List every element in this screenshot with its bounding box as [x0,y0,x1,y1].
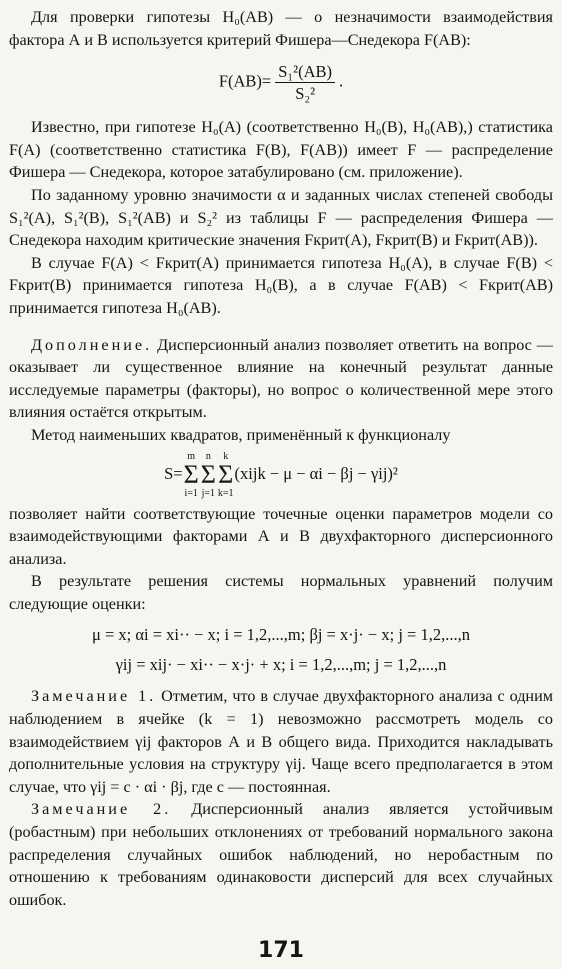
formula-estimates-main-effects: μ = x; αi = xi·· − x; i = 1,2,...,m; βj = x·j· − x; j = 1,2,...,n [92,625,470,645]
addition-text: Дисперсионный анализ позволяет ответить на вопрос — оказывает ли существенное влияние на конечный результат данные исследуемые параметры (факторы), но вопрос о количественной мере этого влияния остаётся открытым. [9,335,553,422]
formula-fisher-ab [9,61,553,104]
functional-body: (xijk − μ − αi − βj − γij)² [234,463,398,483]
paragraph-least-squares: Метод наименьших квадратов, применённый к функционалу [31,425,451,444]
formula-denominator: S₂² [295,84,316,104]
functional-lhs: S= [164,463,183,483]
formula-functional [9,451,553,499]
sum-over-k: k Σ k=1 [217,450,234,499]
paragraph-remark-2 [9,798,553,911]
paragraph-decision-rule: В случае F(A) < Fкрит(A) принимается гипотеза H₀(A), в случае F(B) < Fкрит(B) принимается гипотеза H₀(B), а в случае F(AB) < Fкрит(AB) принимается гипотеза H₀(AB). [9,253,553,317]
formula-fisher-ab-tail: . [339,71,344,91]
paragraph-normal-equations: В результате решения системы нормальных уравнений получим следующие оценки: [9,572,553,613]
paragraph-hypothesis-ab: Для проверки гипотезы H₀(AB) — о незначимости взаимодействия фактора А и В используется критерий Фишера—Снедекора F(AB): [9,8,553,49]
formula-fisher-ab-fraction [275,61,335,104]
paragraph-estimates-intro: позволяет найти соответствующие точечные оценки параметров модели со взаимодействующими факторами А и В двухфакторного дисперсионного анализа. [9,504,553,568]
paragraph-remark-1 [9,685,553,798]
paragraph-critical-values: По заданному уровню значимости α и заданных числах степеней свободы S₁²(A), S₁²(B), S₁²(AB) и S₂² из таблицы F — распределения Фишера — Снедекора находим критические значения Fкрит(A), Fкрит(B) и Fкрит(AB)). [9,185,553,250]
remark-1-heading: Замечание 1. [31,687,157,706]
page-number: 171 [258,938,304,963]
formula-estimate-interaction: γij = xij· − xi·· − x·j· + x; i = 1,2,...,m; j = 1,2,...,n [115,655,447,675]
remark-1-text: Отметим, что в случае двухфакторного анализа с одним наблюдением в ячейке (k = 1) невозможно рассмотреть модель со взаимодействием γij факторов А и В общего вида. Приходится накладывать дополнительные условия на структуру γij. Чаще всего предполагается в этом случае, что γij = c · αi · βj, где c — постоянная. [9,687,554,796]
paragraph-distribution: Известно, при гипотезе H₀(A) (соответственно H₀(B), H₀(AB),) статистика F(A) (соответственно статистика F(B), F(AB)) имеет F — распределение Фишера — Снедекора, которое затабулировано (см. приложение). [9,118,553,182]
remark-2-text: Дисперсионный анализ является устойчивым (робастным) при небольших отклонениях от требований нормального закона распределения случайных ошибок наблюдений, но неробастным по отношению к требованиям одинаковости дисперсий для всех случайных ошибок. [9,800,554,909]
paragraph-addition [9,334,553,424]
formula-numerator: S₁²(AB) [275,61,335,83]
addition-heading: Дополнение. [31,335,153,354]
remark-2-heading: Замечание 2. [31,800,172,819]
sum-over-i: m Σ i=1 [183,450,199,499]
formula-fisher-ab-lhs: F(AB)= [218,71,272,91]
sum-over-j: n Σ j=1 [200,450,216,499]
